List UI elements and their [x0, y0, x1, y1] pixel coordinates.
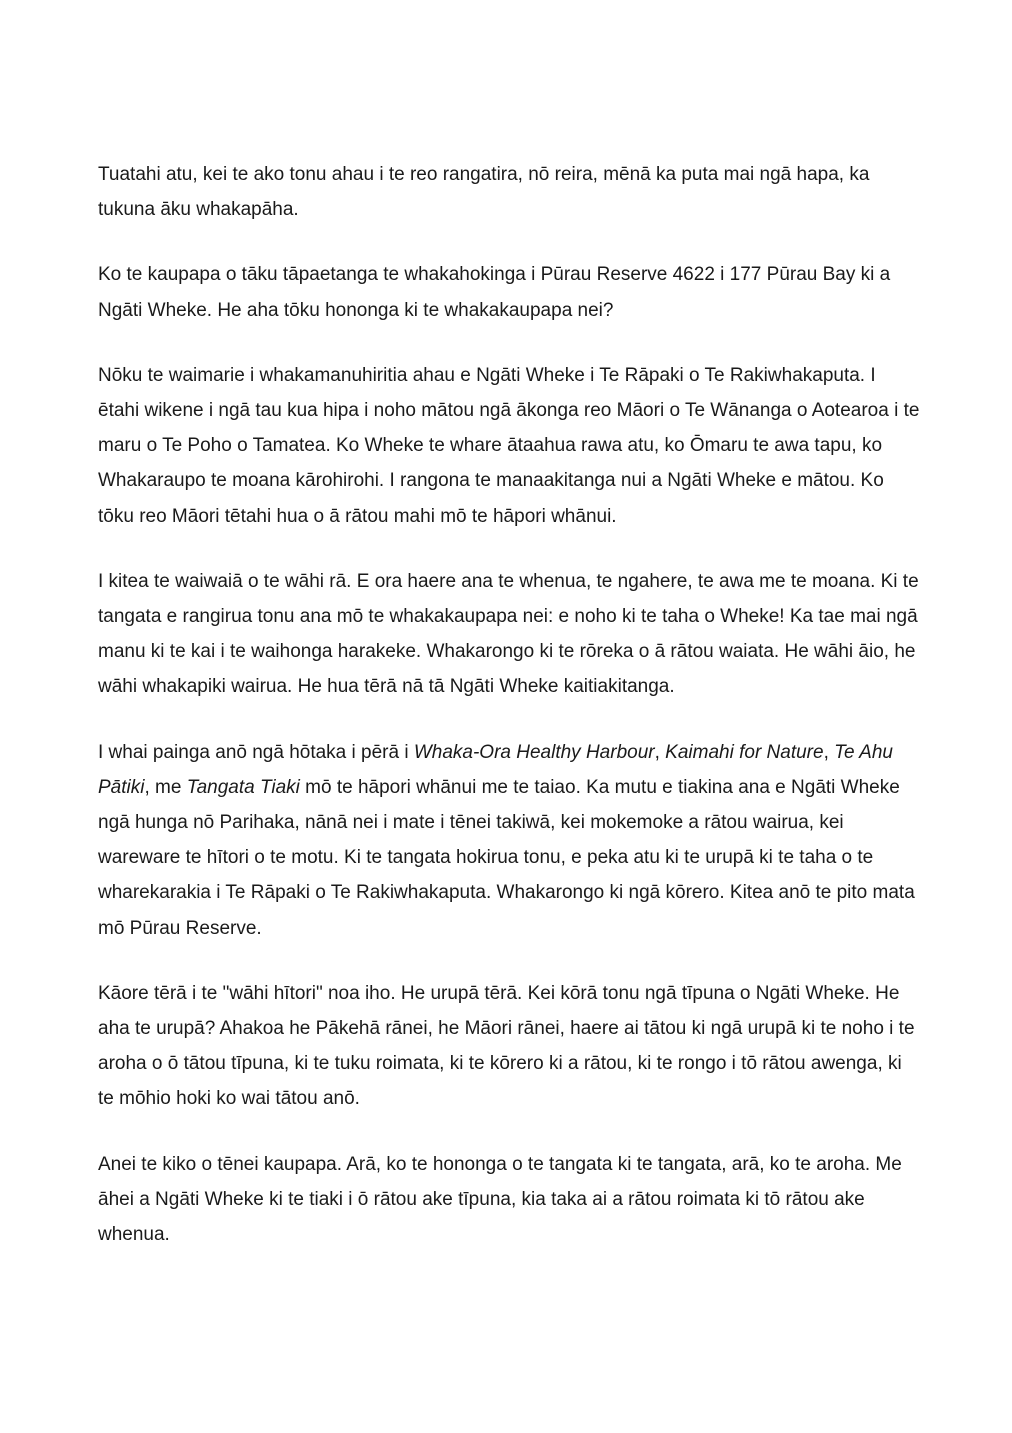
paragraph-text: I whai painga anō ngā hōtaka i pērā i — [98, 741, 414, 763]
document-page — [98, 157, 922, 1282]
paragraph-programmes — [98, 735, 922, 946]
paragraph-text: mō te hāpori whānui me te taiao. Ka mutu e tiakina ana e Ngāti Wheke ngā hunga nō Parihaka, nānā nei i mate i tēnei takiwā, kei mokemoke a rātou wairua, kei wareware te hītori o te motu. Ki te tangata hokirua tonu, e peka atu ki te urupā ki te taha o te wharekarakia i Te Rāpaki o Te Rakiwhakaputa. Whakarongo ki ngā kōrero. Kitea anō te pito mata mō Pūrau Reserve. — [98, 776, 915, 939]
paragraph-text: , — [654, 741, 666, 763]
paragraph-text: I kitea te waiwaiā o te wāhi rā. E ora haere ana te whenua, te ngahere, te awa me te moana. Ki te tangata e rangirua tonu ana mō te whakakaupapa nei: e noho ki te taha o Wheke! Ka tae mai ngā manu ki te kai i te waihonga harakeke. Whakarongo ki te rōreka o ā rātou waiata. He wāhi āio, he wāhi whakapiki wairua. He hua tērā nā tā Ngāti Wheke kaitiakitanga. — [98, 570, 919, 698]
programme-name: Te Ahu Pātiki — [98, 741, 893, 798]
paragraph-text: , me — [144, 776, 187, 798]
paragraph-text: Anei te kiko o tēnei kaupapa. Arā, ko te hononga o te tangata ki te tangata, arā, ko te aroha. Me āhei a Ngāti Wheke ki te tiaki i ō rātou ake tīpuna, kia taka ai a rātou roimata ki tō rātou ake whenua. — [98, 1153, 902, 1246]
programme-name: Whaka-Ora Healthy Harbour — [413, 741, 655, 763]
paragraph-urupa — [98, 976, 922, 1117]
paragraph-place — [98, 564, 922, 705]
paragraph-text: Nōku te waimarie i whakamanuhiritia ahau e Ngāti Wheke i Te Rāpaki o Te Rakiwhakaputa. I ētahi wikene i ngā tau kua hipa i noho mātou ngā ākonga reo Māori o Te Wānanga o Aotearoa i te maru o Te Poho o Tamatea. Ko Wheke te whare ātaahua rawa atu, ko Ōmaru te awa tapu, ko Whakaraupo te moana kārohirohi. I rangona te manaakitanga nui a Ngāti Wheke e mātou. Ko tōku reo Māori tētahi hua o ā rātou mahi mō te hāpori whānui. — [98, 364, 920, 527]
paragraph-conclusion — [98, 1147, 922, 1253]
programme-name: Tangata Tiaki — [186, 776, 300, 798]
paragraph-text: , — [823, 741, 835, 763]
paragraph-kaupapa — [98, 257, 922, 327]
programme-name: Kaimahi for Nature — [665, 741, 824, 763]
paragraph-text: Tuatahi atu, kei te ako tonu ahau i te reo rangatira, nō reira, mēnā ka puta mai ngā hapa, ka tukuna āku whakapāha. — [98, 164, 870, 221]
paragraph-text: Ko te kaupapa o tāku tāpaetanga te whakahokinga i Pūrau Reserve 4622 i 177 Pūrau Bay ki a Ngāti Wheke. He aha tōku hononga ki te whakakaupapa nei? — [98, 264, 891, 321]
paragraph-apology — [98, 157, 922, 227]
paragraph-connection — [98, 358, 922, 534]
paragraph-text: Kāore tērā i te "wāhi hītori" noa iho. He urupā tērā. Kei kōrā tonu ngā tīpuna o Ngāti Wheke. He aha te urupā? Ahakoa he Pākehā rānei, he Māori rānei, haere ai tātou ki ngā urupā ki te noho i te aroha o ō tātou tīpuna, ki te tuku roimata, ki te kōrero ki a rātou, ki te rongo i tō rātou awenga, ki te mōhio hoki ko wai tātou anō. — [98, 982, 915, 1110]
